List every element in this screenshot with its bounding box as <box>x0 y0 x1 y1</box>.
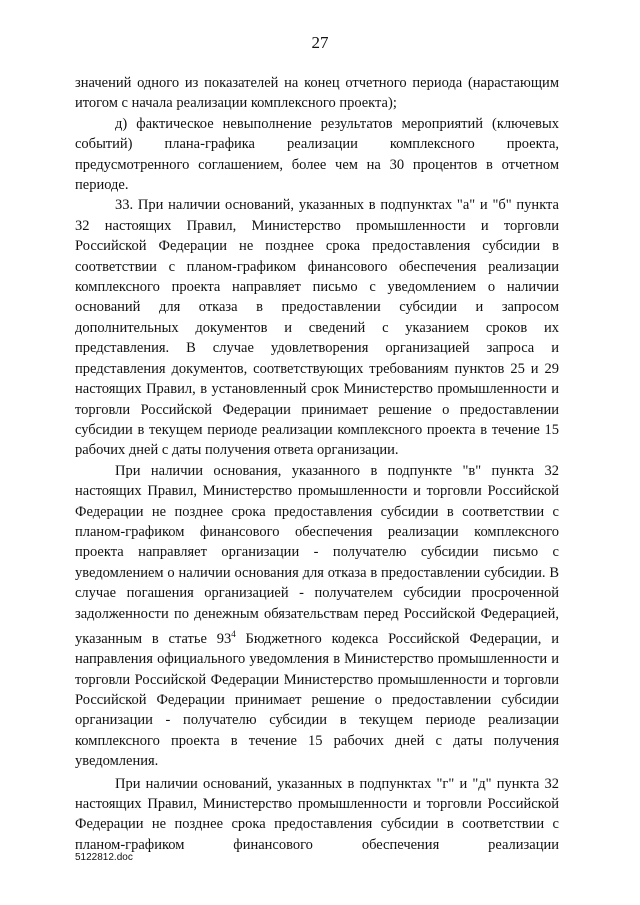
paragraph-basis-v-text-cont: Бюджетного кодекса Российской Федерации, и направления официального уведомления в Министерство промышленности и торговли Российской Федерации Министерство промышленности и торговли Российской Федерации принимает решение о предоставлении субсидии организации - получателю субсидии в текущем периоде реализации комплексного проекта в течение 15 рабочих дней с даты получения уведомления. <box>75 630 559 770</box>
document-body <box>75 73 559 855</box>
document-code: 5122812.doc <box>75 852 133 863</box>
article-superscript: 4 <box>231 628 236 639</box>
paragraph-continuation: значений одного из показателей на конец отчетного периода (нарастающим итогом с начала реализации комплексного проекта); <box>75 75 559 112</box>
paragraph-subitem-d: д) фактическое невыполнение результатов мероприятий (ключевых событий) плана-графика реализации комплексного проекта, предусмотренного соглашением, более чем на 30 процентов в отчетном периоде. <box>75 115 559 194</box>
paragraph-basis-g-d: При наличии оснований, указанных в подпунктах "г" и "д" пункта 32 настоящих Правил, Министерство промышленности и торговли Российской Федерации не позднее срока предоставления субсидии в соответствии с планом-графиком финансового обеспечения реализации <box>75 775 559 853</box>
paragraph-basis-v-text: При наличии основания, указанного в подпункте "в" пункта 32 настоящих Правил, Министерство промышленности и торговли Российской Федерации не позднее срока предоставления субсидии в соответствии с планом-графиком финансового обеспечения реализации комплексного проекта направляет организации - получателю субсидии письмо с уведомлением о наличии основания для отказа в предоставлении субсидии. В случае погашения организацией - получателем субсидии просроченной задолженности по денежным обязательствам перед Российской Федерацией, указанным в статье 93 <box>75 462 559 647</box>
paragraph-item-33: 33. При наличии оснований, указанных в подпунктах "а" и "б" пункта 32 настоящих Правил, Министерство промышленности и торговли Российской Федерации не позднее срока предоставления субсидии в соответствии с планом-графиком финансового обеспечения реализации комплексного проекта направляет письмо с уведомлением о наличии оснований для отказа в предоставлении субсидии и запросом дополнительных документов и сведений с указанием сроков их представления. В случае удовлетворения организацией запроса и представления документов, соответствующих требованиям пунктов 25 и 29 настоящих Правил, в установленный срок Министерство промышленности и торговли Российской Федерации принимает решение о предоставлении субсидии в текущем периоде реализации комплексного проекта в течение 15 рабочих дней с даты получения ответа организации. <box>75 197 559 459</box>
page-number: 27 <box>311 33 329 52</box>
paragraph-basis-v <box>75 461 559 772</box>
